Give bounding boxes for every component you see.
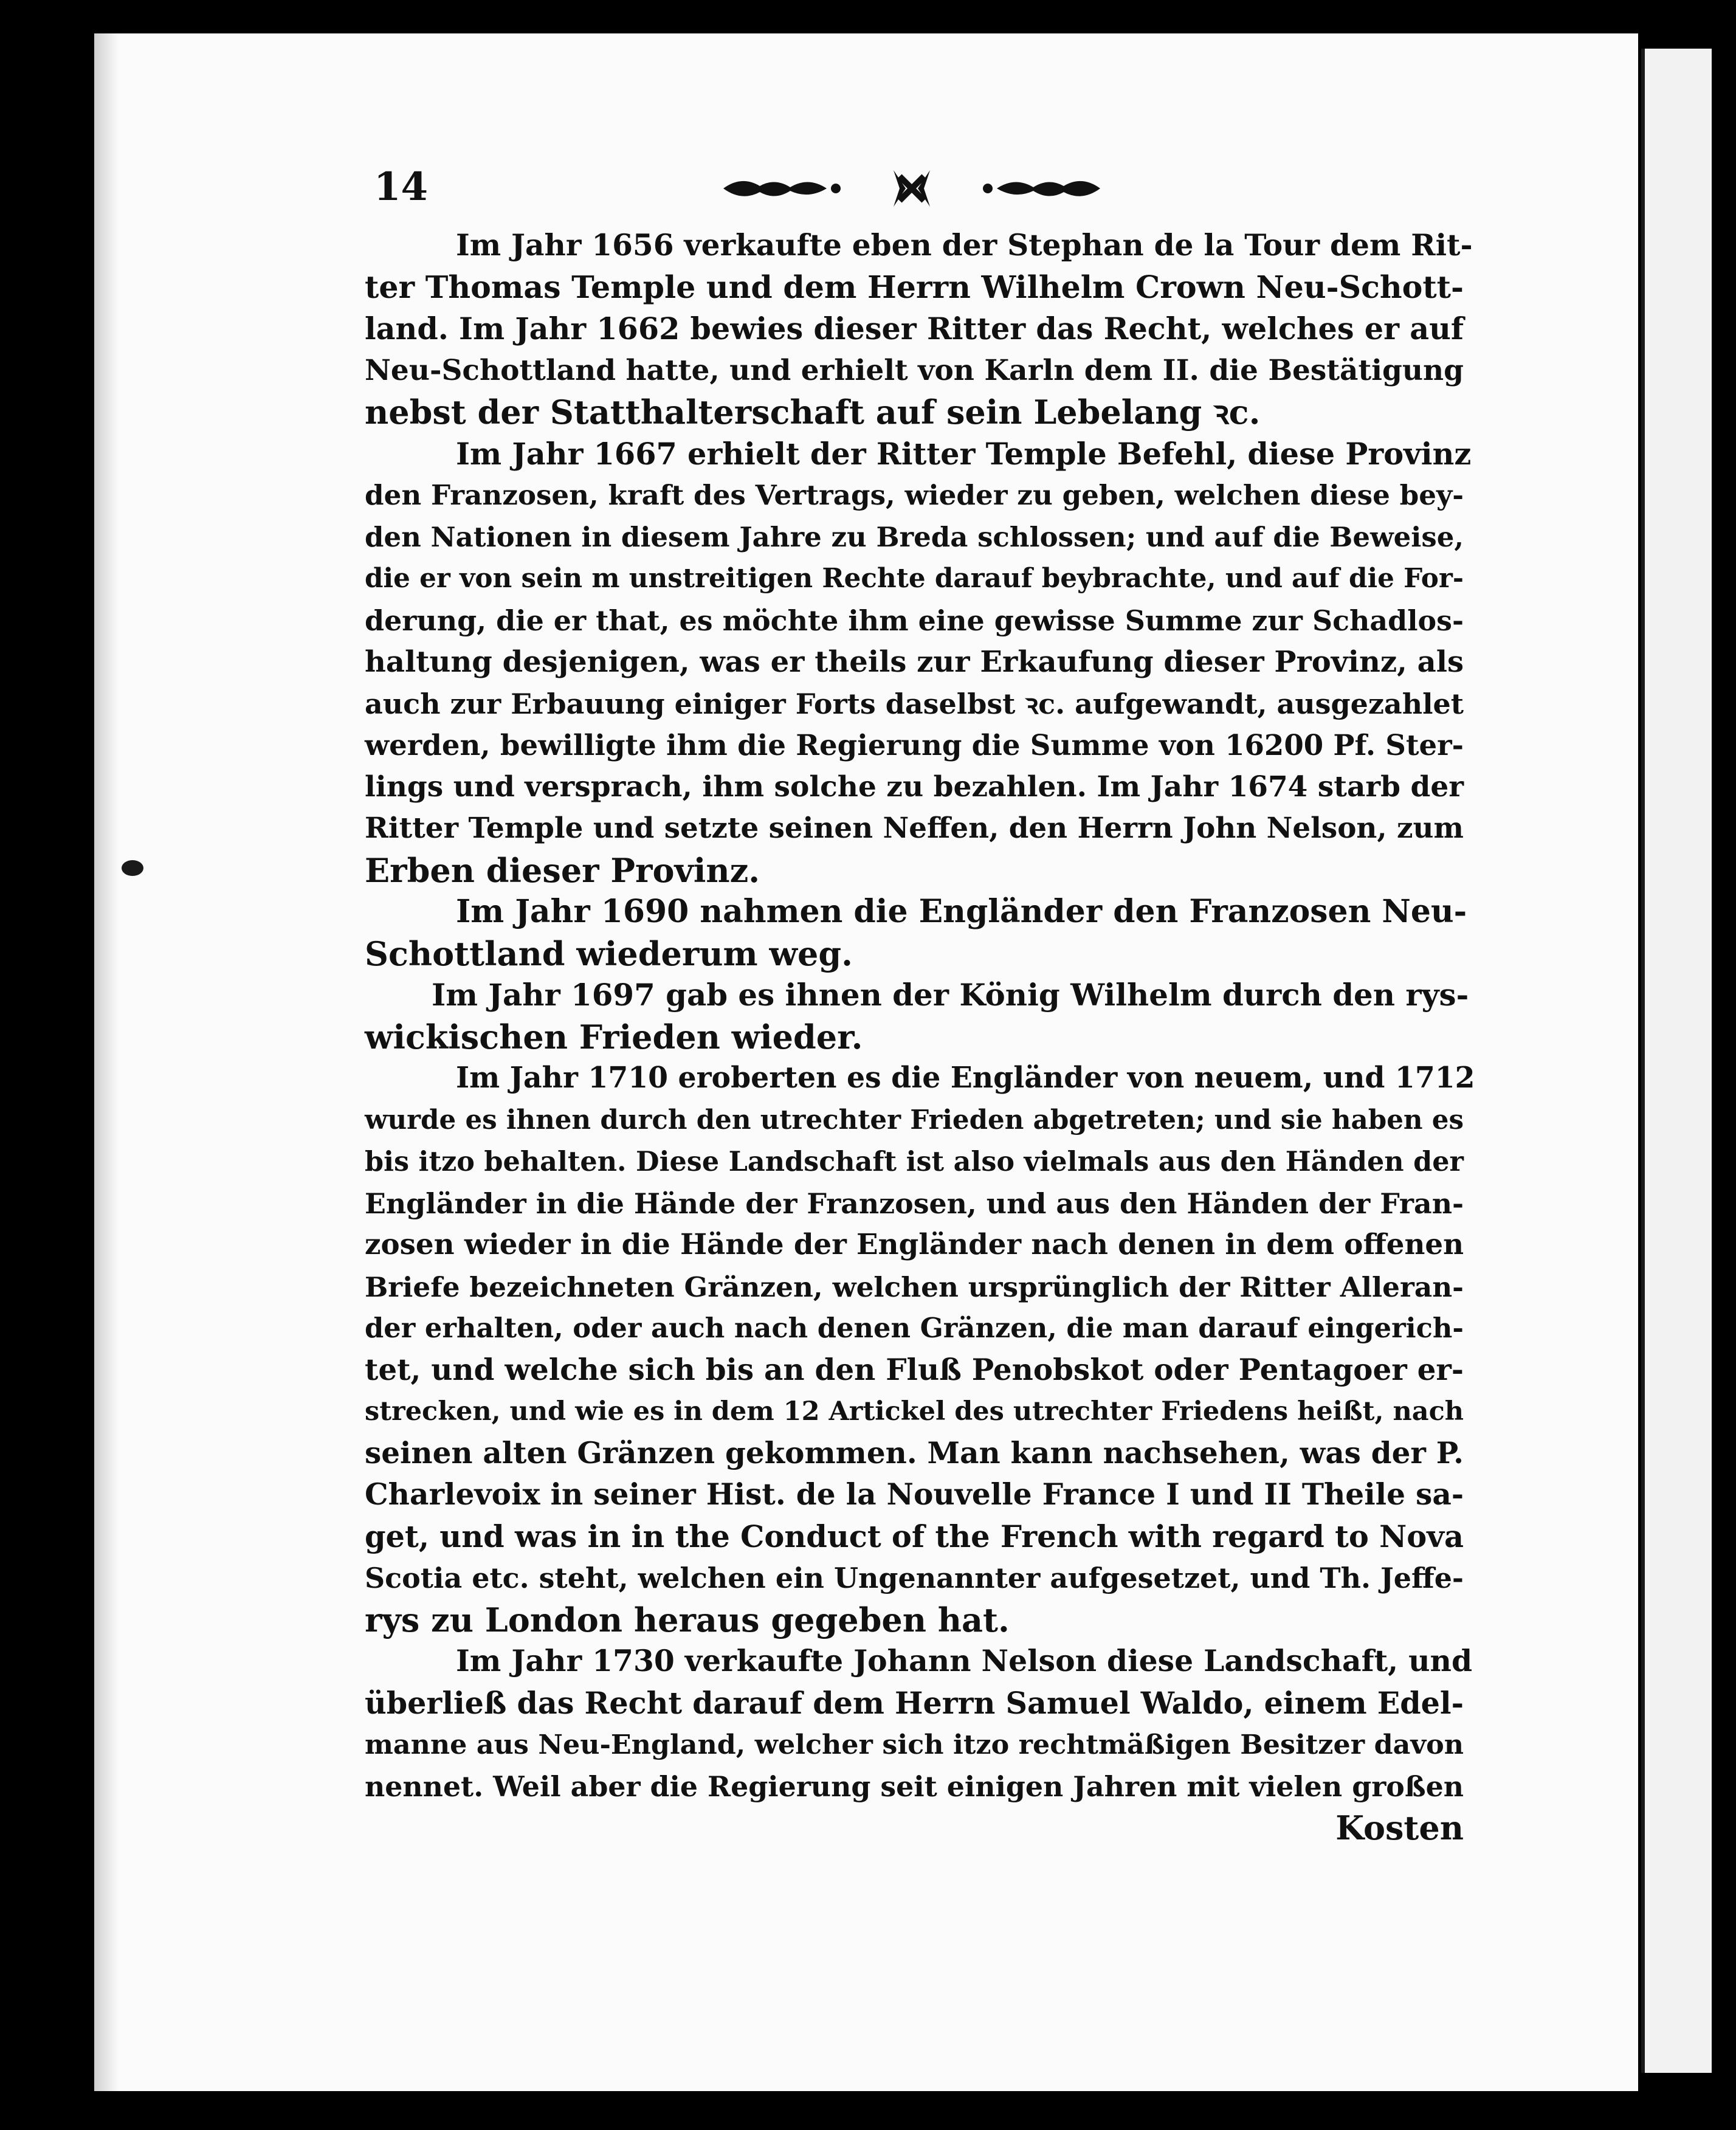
text-line: haltung desjenigen, was er theils zur Erkaufung dieser Provinz, als [365,645,1464,679]
body-text [365,225,1475,1849]
text-line: derung, die er that, es möchte ihm eine gewisse Summe zur Schadlos- [365,604,1464,637]
page-gutter-shadow [94,33,119,2091]
text-line: Im Jahr 1710 eroberten es die Engländer von neuem, und 1712 [456,1061,1475,1095]
text-line: den Nationen in diesem Jahre zu Breda schlossen; und auf die Beweise, [365,520,1464,553]
text-line: Charlevoix in seiner Hist. de la Nouvelle France I und II Theile sa- [365,1477,1464,1512]
text-line: Im Jahr 1690 nahmen die Engländer den Franzosen Neu- [456,893,1467,930]
text-line: nebst der Statthalterschaft auf sein Lebelang ꝛc. [365,393,1261,432]
text-line: auch zur Erbauung einiger Forts daselbst ꝛc. aufgewandt, ausgezahlet [365,687,1464,720]
text-line: Neu-Schottland hatte, und erhielt von Karln dem II. die Bestätigung [365,353,1464,387]
header-ornament-icon [717,164,1106,213]
page-number: 14 [374,164,429,210]
text-line: Ritter Temple und setzte seinen Neffen, den Herrn John Nelson, zum [365,812,1464,845]
text-line: Scotia etc. steht, welchen ein Ungenannter aufgesetzet, und Th. Jeffe- [365,1562,1464,1594]
text-line: nennet. Weil aber die Regierung seit einigen Jahren mit vielen großen [365,1770,1464,1803]
text-line: get, und was in in the Conduct of the French with regard to Nova [365,1518,1464,1554]
text-line: die er von sein m unstreitigen Rechte darauf beybrachte, und auf die For- [365,563,1464,594]
text-line: Engländer in die Hände der Franzosen, und aus den Händen der Fran- [365,1187,1464,1220]
text-line: land. Im Jahr 1662 bewies dieser Ritter das Recht, welches er auf [365,311,1464,346]
text-line: Briefe bezeichneten Gränzen, welchen ursprünglich der Ritter Alleran- [365,1270,1464,1303]
text-line: bis itzo behalten. Diese Landschaft ist also vielmals aus den Händen der [365,1146,1464,1177]
text-line: strecken, und wie es in dem 12 Artickel des utrechter Friedens heißt, nach [365,1396,1464,1427]
text-line: wickischen Frieden wieder. [365,1017,863,1056]
adjacent-page-edge [1641,49,1712,2073]
text-line: manne aus Neu-England, welcher sich itzo rechtmäßigen Besitzer davon [365,1729,1464,1760]
text-line: Im Jahr 1697 gab es ihnen der König Wilhelm durch den rys- [432,977,1469,1013]
text-line: Erben dieser Provinz. [365,850,760,890]
text-line: Im Jahr 1667 erhielt der Ritter Temple Befehl, diese Provinz [456,436,1472,472]
text-line: zosen wieder in die Hände der Engländer nach denen in dem offenen [365,1228,1464,1261]
text-line: der erhalten, oder auch nach denen Gränzen, die man darauf eingerich- [365,1312,1464,1344]
text-line: wurde es ihnen durch den utrechter Frieden abgetreten; und sie haben es [365,1104,1464,1136]
text-line: werden, bewilligte ihm die Regierung die Summe von 16200 Pf. Ster- [365,728,1464,762]
text-line: Im Jahr 1730 verkaufte Johann Nelson diese Landschaft, und [456,1644,1473,1678]
text-line: den Franzosen, kraft des Vertrags, wieder zu geben, welchen diese bey- [365,479,1464,511]
text-line: Im Jahr 1656 verkaufte eben der Stephan de la Tour dem Rit- [456,228,1473,263]
text-line: lings und versprach, ihm solche zu bezahlen. Im Jahr 1674 starb der [365,770,1464,804]
ink-blot [122,860,143,876]
text-line: ter Thomas Temple und dem Herrn Wilhelm Crown Neu-Schott- [365,269,1464,305]
text-line: tet, und welche sich bis an den Fluß Penobskot oder Pentagoer er- [365,1353,1464,1387]
text-line: überließ das Recht darauf dem Herrn Samuel Waldo, einem Edel- [365,1685,1464,1721]
text-line: seinen alten Gränzen gekommen. Man kann nachsehen, was der P. [365,1436,1464,1470]
text-line: Schottland wiederum weg. [365,934,853,973]
catchword: Kosten [1335,1808,1464,1847]
text-line: rys zu London heraus gegeben hat. [365,1600,1010,1639]
